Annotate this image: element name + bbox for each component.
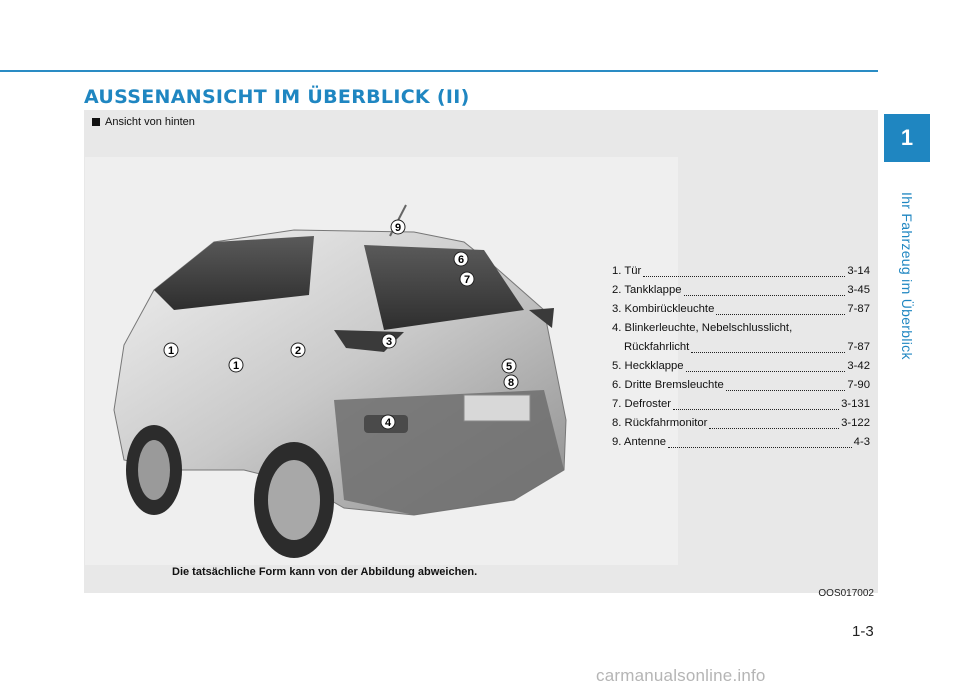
car-rear-illustration (84, 170, 614, 565)
list-item: 6. Dritte Bremsleuchte 7-90 (612, 379, 870, 391)
list-item: 2. Tankklappe 3-45 (612, 284, 870, 296)
callout-2 (291, 343, 305, 357)
list-item: 8. Rückfahrmonitor 3-122 (612, 417, 870, 429)
parts-list (612, 262, 870, 452)
list-item: 1. Tür 3-14 (612, 265, 870, 277)
header-rule (0, 70, 878, 72)
front-rim (138, 440, 170, 500)
svg-text:7: 7 (463, 274, 471, 286)
bullet-square-icon (92, 118, 100, 126)
rear-rim (268, 460, 320, 540)
section-label-text: Ansicht von hinten (105, 116, 195, 128)
svg-text:3: 3 (385, 336, 393, 348)
list-item: 9. Antenne 4-3 (612, 436, 870, 448)
chapter-number: 1 (884, 114, 930, 162)
callout-8 (504, 375, 518, 389)
list-item: 7. Defroster 3-131 (612, 398, 870, 410)
callout-7 (460, 272, 474, 286)
svg-text:8: 8 (507, 377, 515, 389)
svg-text:5: 5 (505, 361, 513, 373)
callout-4 (381, 415, 395, 429)
list-item: 5. Heckklappe 3-42 (612, 360, 870, 372)
svg-text:6: 6 (457, 254, 465, 266)
chapter-title: Ihr Fahrzeug im Überblick (899, 192, 915, 360)
callout-3 (382, 334, 396, 348)
svg-text:9: 9 (394, 222, 402, 234)
svg-text:1: 1 (167, 345, 175, 357)
list-item: 3. Kombirückleuchte 7-87 (612, 303, 870, 315)
chapter-sidebar (884, 70, 930, 360)
page-title: AUSSENANSICHT IM ÜBERBLICK (II) (84, 86, 470, 108)
page-number: 1-3 (852, 623, 874, 640)
list-item: 4. Blinkerleuchte, Nebelschlusslicht, (612, 322, 793, 334)
list-item-continued: Rückfahrlicht 7-87 (624, 341, 870, 353)
svg-text:1: 1 (232, 360, 240, 372)
callout-9 (391, 220, 405, 234)
license-plate-area (464, 395, 530, 421)
svg-text:4: 4 (384, 417, 392, 429)
watermark: carmanualsonline.info (596, 666, 766, 685)
figure-panel (84, 110, 878, 599)
callout-1b (229, 358, 243, 372)
section-label (92, 116, 195, 128)
image-code: OOS017002 (818, 588, 874, 599)
callout-6 (454, 252, 468, 266)
figure-caption: Die tatsächliche Form kann von der Abbildung abweichen. (172, 566, 478, 578)
callout-5 (502, 359, 516, 373)
svg-text:2: 2 (294, 345, 302, 357)
callout-1a (164, 343, 178, 357)
